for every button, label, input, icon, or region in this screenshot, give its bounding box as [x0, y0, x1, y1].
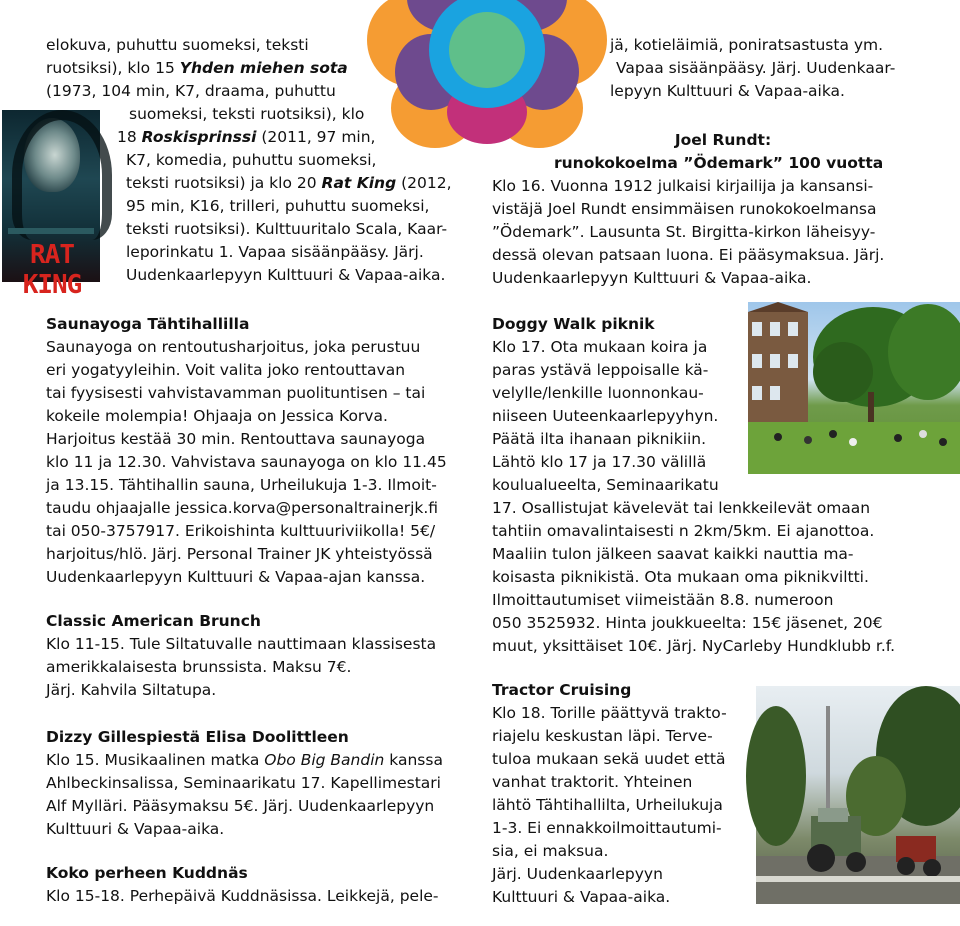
- text-line: Uudenkaarlepyyn Kulttuuri & Vapaa-aika.: [126, 266, 446, 284]
- text-line: eri yogatyyleihin. Voit valita joko rentouttavan: [46, 361, 406, 379]
- section-title: Tractor Cruising: [492, 681, 632, 699]
- section-title: Koko perheen Kuddnäs: [46, 864, 248, 882]
- text-line: tahtiin omavalintaisesti n 2km/5km. Ei ajanottoa.: [492, 522, 875, 540]
- text-line: jä, kotieläimiä, poniratsastusta ym.: [610, 36, 884, 54]
- section-title: Joel Rundt:: [674, 131, 772, 149]
- text-line: klo 11 ja 12.30. Vahvistava saunayoga on klo 11.45: [46, 453, 447, 471]
- text-line: Klo 11-15. Tule Siltatuvalle nauttimaan klassisesta: [46, 635, 437, 653]
- joel-section: [492, 129, 954, 290]
- text-line: elokuva, puhuttu suomeksi, teksti: [46, 36, 309, 54]
- text-line: harjoitus/hlö. Järj. Personal Trainer JK yhteistyössä: [46, 545, 433, 563]
- text-line: tuloa mukaan sekä uudet että: [492, 750, 726, 768]
- film-title: Roskisprinssi: [141, 128, 257, 146]
- text-line: vanhat traktorit. Yhteinen: [492, 773, 693, 791]
- saunayoga-section: [46, 313, 466, 589]
- text-line: 18 Roskisprinssi (2011, 97 min,: [117, 128, 376, 146]
- section-subtitle: runokokoelma ”Ödemark” 100 vuotta: [554, 154, 884, 172]
- text-line: vistäjä Joel Rundt ensimmäisen runokokoelmansa: [492, 200, 877, 218]
- text-line: tai fyysisesti vahvistavamman puolituntisen – tai: [46, 384, 426, 402]
- dizzy-section: [46, 726, 466, 841]
- text-line: K7, komedia, puhuttu suomeksi,: [126, 151, 377, 169]
- text-line: lepyyn Kulttuuri & Vapaa-aika.: [610, 82, 845, 100]
- doggy-section: [492, 313, 954, 658]
- text-line: teksti ruotsiksi). Kulttuuritalo Scala, Kaar-: [126, 220, 448, 238]
- tractor-section: [492, 679, 954, 909]
- text-line: ”Ödemark”. Lausunta St. Birgitta-kirkon läheisyy-: [492, 223, 876, 241]
- text-line: 050 3525932. Hinta joukkueelta: 15€ jäsenet, 20€: [492, 614, 883, 632]
- text-line: dessä olevan patsaan luona. Ei pääsymaksua. Järj.: [492, 246, 885, 264]
- section-title: Dizzy Gillespiestä Elisa Doolittleen: [46, 728, 349, 746]
- text-line: 1-3. Ei ennakkoilmoittautumi-: [492, 819, 722, 837]
- text-line: koisasta piknikistä. Ota mukaan oma piknikviltti.: [492, 568, 869, 586]
- text-line: koulualueelta, Seminaarikatu: [492, 476, 719, 494]
- text-line: 17. Osallistujat kävelevät tai lenkkeilevät omaan: [492, 499, 871, 517]
- section-title: Classic American Brunch: [46, 612, 261, 630]
- text-line: Ahlbeckinsalissa, Seminaarikatu 17. Kapellimestari: [46, 774, 441, 792]
- text-line: Klo 16. Vuonna 1912 julkaisi kirjailija ja kansansi-: [492, 177, 874, 195]
- text-line: Klo 15. Musikaalinen matka Obo Big Bandin kanssa: [46, 751, 443, 769]
- text-line: paras ystävä leppoisalle kä-: [492, 361, 709, 379]
- text-line: amerikkalaisesta brunssista. Maksu 7€.: [46, 658, 352, 676]
- text-line: Klo 17. Ota mukaan koira ja: [492, 338, 708, 356]
- text-line: Vapaa sisäänpääsy. Järj. Uudenkaar-: [616, 59, 896, 77]
- text-line: Kulttuuri & Vapaa-aika.: [46, 820, 225, 838]
- text-line: ja 13.15. Tähtihallin sauna, Urheilukuja 1-3. Ilmoit-: [46, 476, 437, 494]
- film-title: Yhden miehen sota: [179, 59, 348, 77]
- text-line: Järj. Kahvila Siltatupa.: [46, 681, 217, 699]
- text-line: Uudenkaarlepyyn Kulttuuri & Vapaa-aika.: [492, 269, 812, 287]
- text-line: tai 050-3757917. Erikoishinta kulttuuriviikolla! 5€/: [46, 522, 436, 540]
- band-name: Obo Big Bandin: [264, 751, 385, 769]
- section-title: Saunayoga Tähtihallilla: [46, 315, 250, 333]
- section-title: Doggy Walk piknik: [492, 315, 655, 333]
- text-line: leporinkatu 1. Vapaa sisäänpääsy. Järj.: [126, 243, 424, 261]
- text-line: Ilmoittautumiset viimeistään 8.8. numeroon: [492, 591, 834, 609]
- text-line: sia, ei maksua.: [492, 842, 609, 860]
- text-line: Kulttuuri & Vapaa-aika.: [492, 888, 671, 906]
- text-line: Maaliin tulon jälkeen saavat kaikki nauttia ma-: [492, 545, 854, 563]
- text-line: taudu ohjaajalle jessica.korva@personaltrainerjk.fi: [46, 499, 439, 517]
- text-line: Saunayoga on rentoutusharjoitus, joka perustuu: [46, 338, 421, 356]
- text-line: suomeksi, teksti ruotsiksi), klo: [129, 105, 365, 123]
- text-line: Järj. Uudenkaarlepyyn: [492, 865, 663, 883]
- text-line: Klo 18. Torille päättyvä trakto-: [492, 704, 727, 722]
- film-title: Rat King: [321, 174, 397, 192]
- poster-title: RAT KING: [22, 240, 82, 300]
- text-line: Klo 15-18. Perhepäivä Kuddnäsissa. Leikkejä, pele-: [46, 887, 439, 905]
- kuddnas-section: [46, 862, 466, 908]
- text-line: niiseen Uuteenkaarlepyyhyn.: [492, 407, 719, 425]
- right-intro: [610, 34, 950, 103]
- text-line: velylle/lenkille luonnonkau-: [492, 384, 704, 402]
- text-line: Uudenkaarlepyyn Kulttuuri & Vapaa-ajan kanssa.: [46, 568, 426, 586]
- text-line: Päätä ilta ihanaan piknikiin.: [492, 430, 707, 448]
- brunch-section: [46, 610, 466, 702]
- film-listing: [46, 34, 466, 287]
- text-line: Lähtö klo 17 ja 17.30 välillä: [492, 453, 707, 471]
- text-line: riajelu keskustan läpi. Terve-: [492, 727, 713, 745]
- text-line: Alf Mylläri. Pääsymaksu 5€. Järj. Uudenkaarlepyyn: [46, 797, 435, 815]
- text-line: (1973, 104 min, K7, draama, puhuttu: [46, 82, 336, 100]
- text-line: teksti ruotsiksi) ja klo 20 Rat King (2012,: [126, 174, 452, 192]
- text-line: 95 min, K16, trilleri, puhuttu suomeksi,: [126, 197, 430, 215]
- text-line: muut, yksittäiset 10€. Järj. NyCarleby Hundklubb r.f.: [492, 637, 896, 655]
- text-line: Harjoitus kestää 30 min. Rentouttava saunayoga: [46, 430, 426, 448]
- text-line: ruotsiksi), klo 15 Yhden miehen sota: [46, 59, 348, 77]
- text-line: lähtö Tähtihallilta, Urheilukuja: [492, 796, 723, 814]
- left-column: [46, 34, 466, 287]
- text-line: kokeile molempia! Ohjaaja on Jessica Korva.: [46, 407, 388, 425]
